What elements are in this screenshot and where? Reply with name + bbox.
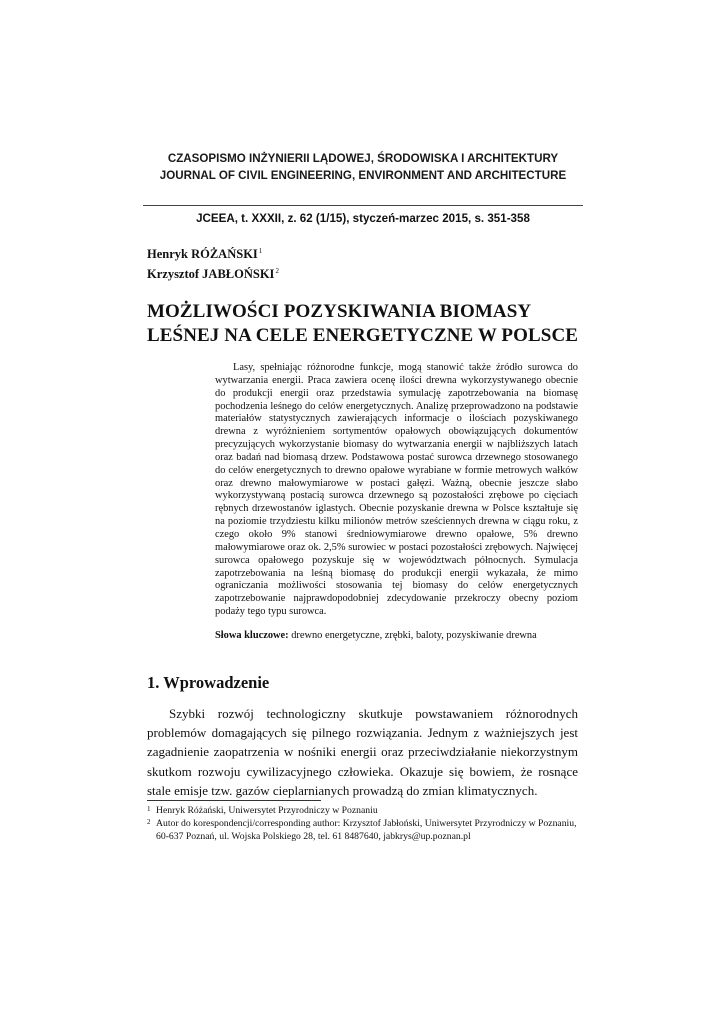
author-footnote-mark: 1 — [258, 247, 263, 255]
journal-citation: JCEEA, t. XXXII, z. 62 (1/15), styczeń-marzec 2015, s. 351-358 — [196, 212, 530, 225]
author-list — [147, 243, 279, 283]
footnote-divider — [147, 800, 321, 801]
footnote-item — [147, 804, 578, 817]
journal-name-en: JOURNAL OF CIVIL ENGINEERING, ENVIRONMENT AND ARCHITECTURE — [159, 169, 567, 182]
footnote-text: Henryk Różański, Uniwersytet Przyrodniczy w Poznaniu — [156, 805, 378, 816]
paper-title — [147, 300, 587, 348]
keywords-label: Słowa kluczowe: — [215, 630, 289, 641]
footnote-mark: 2 — [147, 818, 151, 826]
keywords — [215, 629, 578, 642]
paper-title-line: LEŚNEJ NA CELE ENERGETYCZNE W POLSCE — [147, 325, 579, 346]
abstract: Lasy, spełniając różnorodne funkcje, mogą stanowić także źródło surowca do wytwarzania energii. Praca zawiera ocenę ilości drewna wykorzystywanego obecnie do produkcji energii oraz przedstawia symulację zapotrzebowania na biomasę pochodzenia leśnego do celów energetycznych. Analizę przeprowadzono na podstawie materiałów statystycznych zawierających informacje o ilościach pozyskiwanego drewna z wyróżnieniem sortymentów opałowych obowiązujących dokumentów precyzujących wykorzystanie biomasy do wytwarzania energii w najbliższych latach oraz badań nad biomasą drzew. Podstawowa postać surowca drzewnego stosowanego do celów energetycznych to drewno opałowe wyrabiane w formie metrowych wałków oraz drewno małowymiarowe w postaci gałęzi. Ważną, obecnie jeszcze słabo wykorzystywaną postacią surowca drzewnego są pozostałości zrębowe po cięciach rębnych drzewostanów iglastych. Obecnie pozyskanie drewna w Polsce kształtuje się na poziomie trzydziestu kilku milionów metrów sześciennych drewna w ciągu roku, z czego około 9% stanowi średniowymiarowe drewno opałowe, 5% drewno małowymiarowe oraz ok. 2,5% surowiec w postaci pozostałości zrębowych. Najwięcej surowca opałowego pozyskuje się w województwach północnych. Symulacja zapotrzebowania na leśną biomasę do produkcji energii wykazała, że mimo ograniczania możliwości stosowania tej biomasy do celów energetycznych zapotrzebowanie najprawdopodobniej zdecydowanie przekroczy obecny poziom podaży tego typu surowca. — [215, 362, 578, 618]
author-footnote-mark: 2 — [275, 267, 279, 275]
footnote-mark: 1 — [147, 805, 151, 813]
paper-title-line: MOŻLIWOŚCI POZYSKIWANIA BIOMASY — [147, 301, 532, 322]
section-heading: 1. Wprowadzenie — [147, 673, 270, 692]
header-divider — [143, 205, 583, 206]
author-name: Krzysztof JABŁOŃSKI — [147, 267, 275, 281]
author-item — [147, 263, 279, 283]
footnote-text: Autor do korespondencji/corresponding author: Krzysztof Jabłoński, Uniwersytet Przyrodniczy w Poznaniu, 60-637 Poznań, ul. Wojska Polskiego 28, tel. 61 8487640, jabkrys@up.poznan.pl — [156, 818, 577, 842]
keywords-text: drewno energetyczne, zrębki, baloty, pozyskiwanie drewna — [291, 630, 537, 641]
footnotes — [147, 804, 578, 843]
section-body: Szybki rozwój technologiczny skutkuje powstawaniem różnorodnych problemów domagających się pilnego rozwiązania. Jednym z ważniejszych jest zagadnienie zaopatrzenia w nośniki energii oraz przeciwdziałanie niekorzystnym skutkom rozwoju cywilizacyjnego człowieka. Okazuje się bowiem, że rosnące stale emisje tzw. gazów cieplarnianych prowadzą do zmian klimatycznych. — [147, 706, 578, 798]
footnote-item — [147, 817, 578, 843]
author-name: Henryk RÓŻAŃSKI — [147, 247, 258, 261]
author-item — [147, 243, 279, 263]
journal-header — [143, 150, 583, 184]
journal-name-pl: CZASOPISMO INŻYNIERII LĄDOWEJ, ŚRODOWISKA I ARCHITEKTURY — [167, 152, 559, 165]
